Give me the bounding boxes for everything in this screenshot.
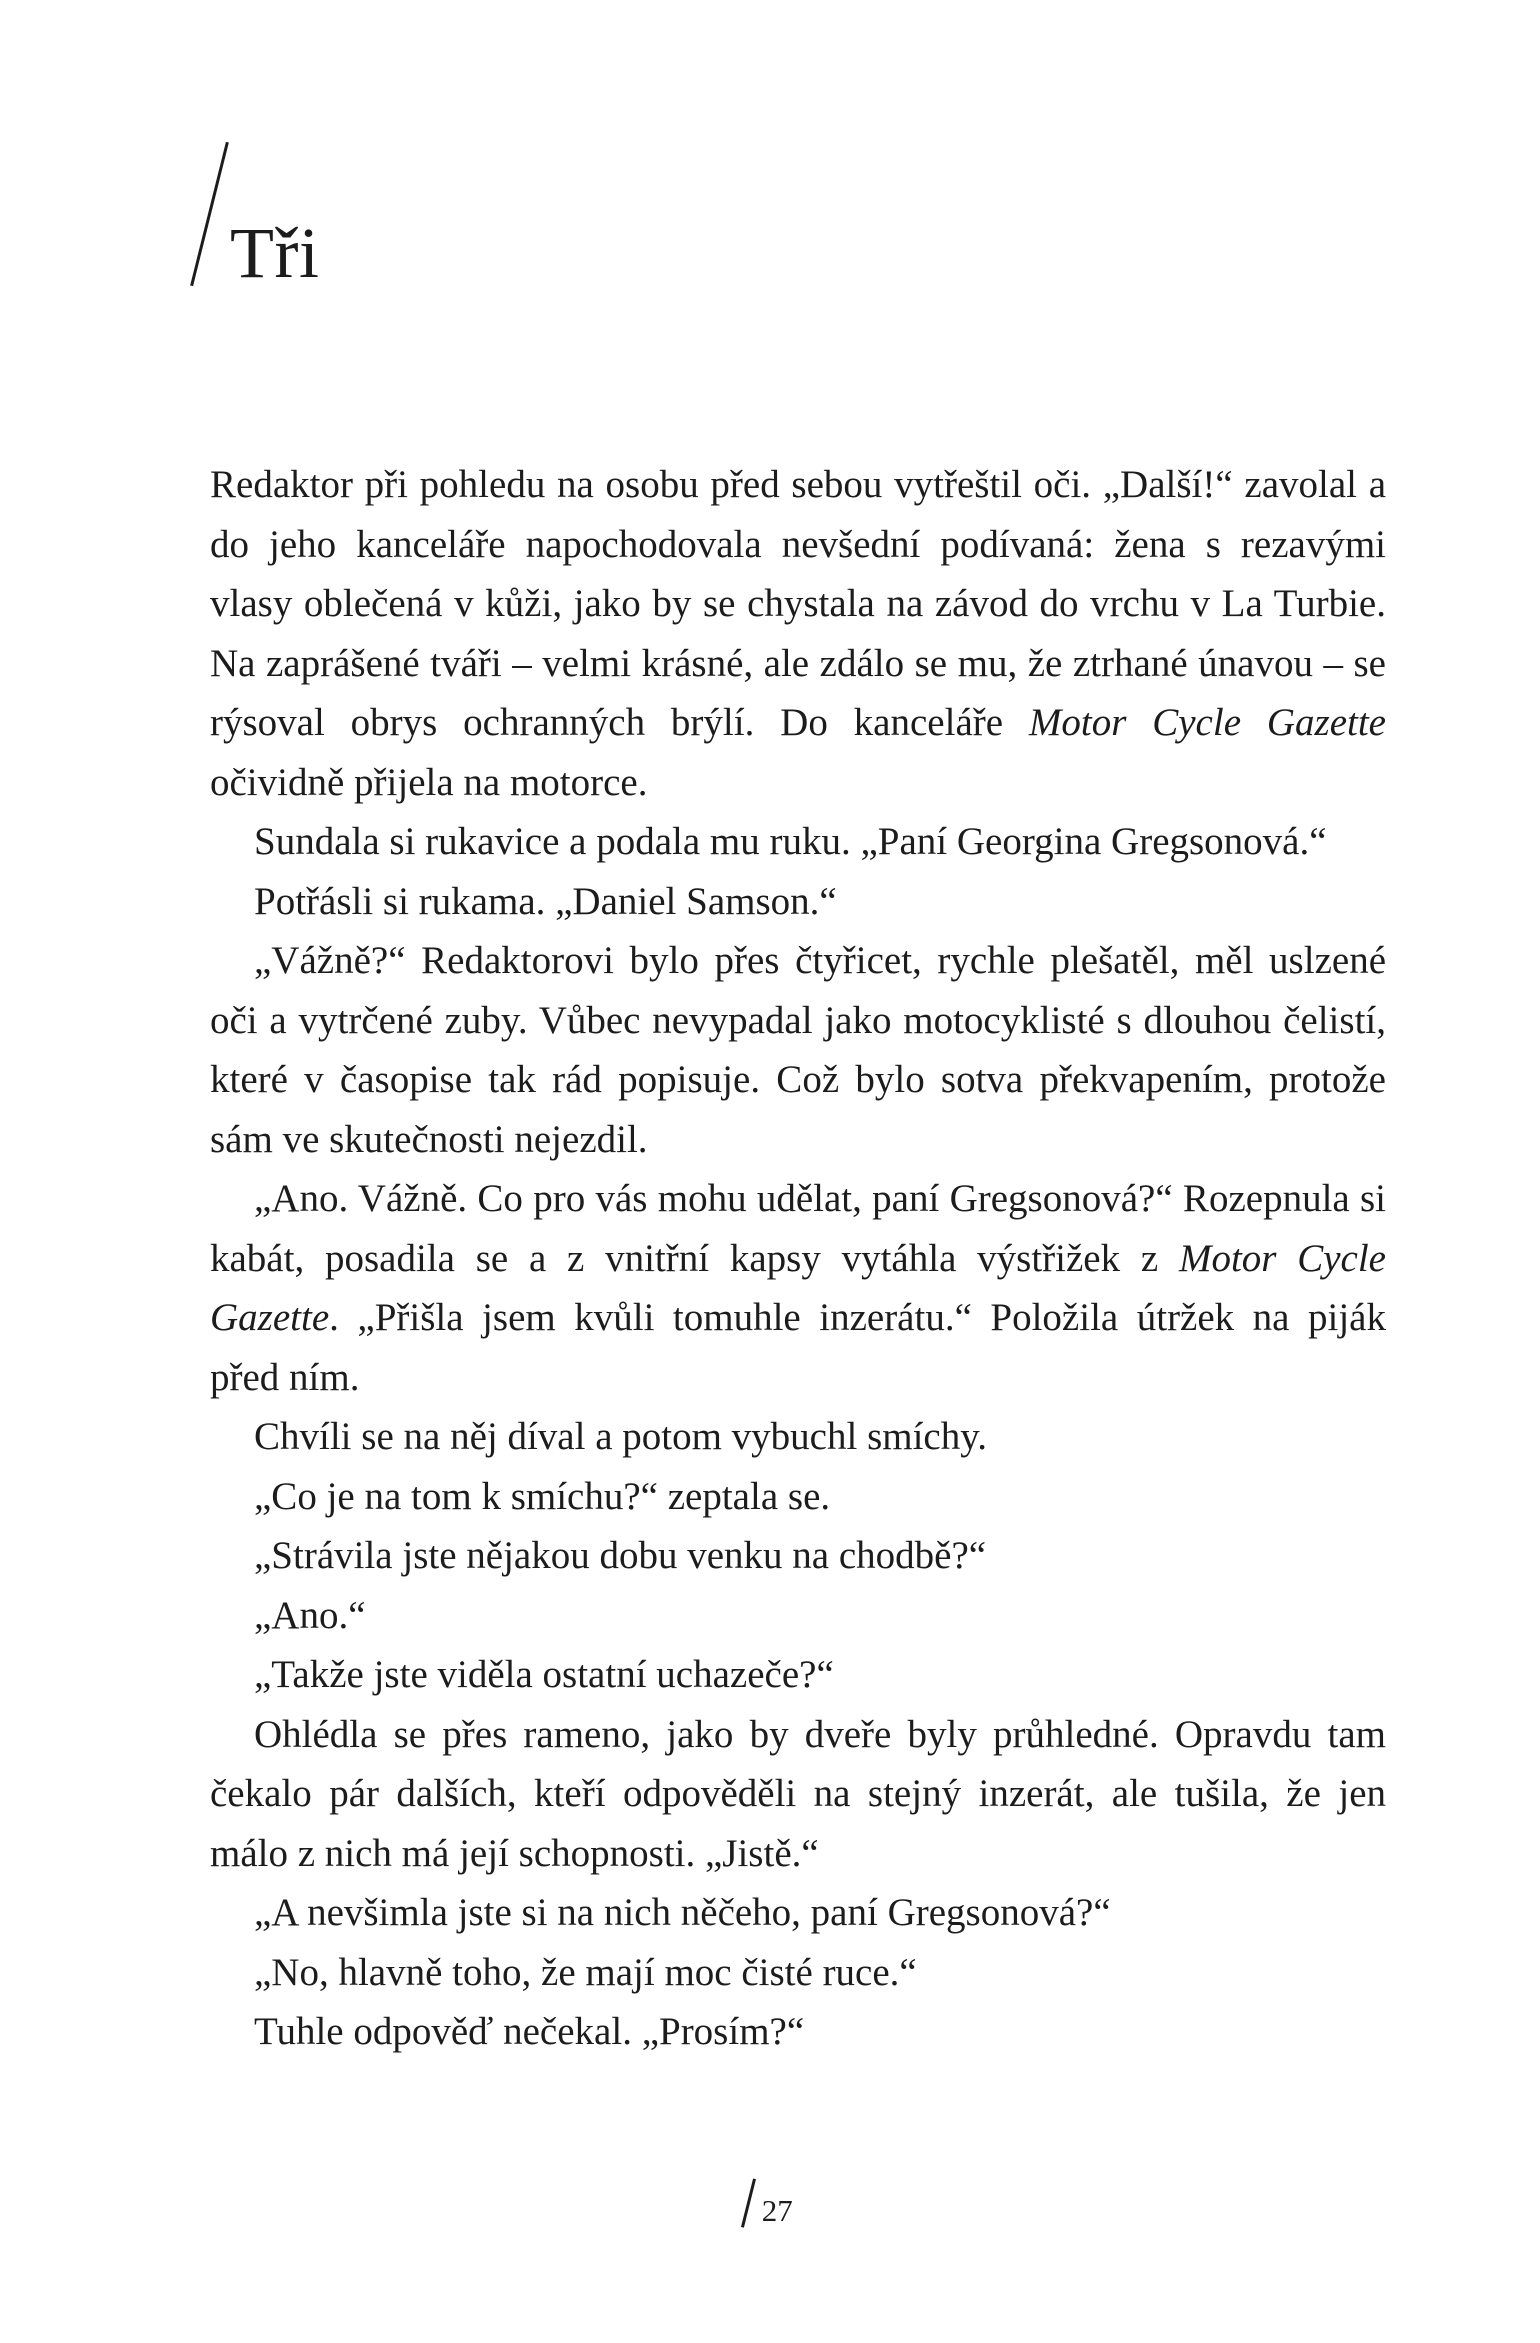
paragraph <box>210 872 1386 932</box>
page-number: 27 <box>761 2193 793 2228</box>
paragraph <box>210 1883 1386 1943</box>
paragraph <box>210 2002 1386 2062</box>
page-footer <box>0 2178 1540 2230</box>
text-run: „Strávila jste nějakou dobu venku na chodbě?“ <box>254 1534 987 1577</box>
text-run: „A nevšimla jste si na nich něčeho, paní Gregsonová?“ <box>254 1891 1111 1934</box>
text-run: Sundala si rukavice a podala mu ruku. „Paní Georgina Gregsonová.“ <box>254 820 1327 863</box>
text-run: . „Přišla jsem kvůli tomuhle inzerátu.“ Položila útržek na piják před ním. <box>210 1296 1386 1399</box>
text-run: „No, hlavně toho, že mají moc čisté ruce.“ <box>254 1950 917 1994</box>
text-run: „Ano. Vážně. Co pro vás mohu udělat, paní Gregsonová?“ Rozepnula si kabát, posadila se a z vnitřní kapsy vytáhla výstřižek z <box>210 1177 1386 1280</box>
paragraph <box>210 1169 1386 1407</box>
paragraph <box>210 1943 1386 2003</box>
paragraph <box>210 1467 1386 1527</box>
text-run: Chvíli se na něj díval a potom vybuchl smíchy. <box>254 1415 987 1458</box>
chapter-title: Tři <box>230 213 320 293</box>
italic-text-run: Motor Cycle Gazette <box>1028 701 1386 744</box>
chapter-slash-ornament <box>190 142 229 286</box>
text-run: Ohlédla se přes rameno, jako by dveře byly průhledné. Opravdu tam čekalo pár dalších, kteří odpověděli na stejný inzerát, ale tušila, že jen málo z nich má její schopnosti. „Jistě.“ <box>210 1712 1386 1875</box>
page-text <box>210 455 1386 2062</box>
paragraph <box>210 1586 1386 1646</box>
footer-slash-ornament <box>741 2178 756 2227</box>
paragraph <box>210 455 1386 812</box>
paragraph <box>210 1705 1386 1884</box>
paragraph <box>210 1407 1386 1467</box>
text-run: „Ano.“ <box>254 1593 366 1637</box>
text-run: Tuhle odpověď nečekal. „Prosím?“ <box>254 2010 805 2053</box>
paragraph <box>210 812 1386 872</box>
text-run: Potřásli si rukama. „Daniel Samson.“ <box>254 879 837 923</box>
paragraph <box>210 931 1386 1169</box>
italic-text-run: Motor Cycle Gazette <box>210 1236 1386 1339</box>
text-run: očividně přijela na motorce. <box>210 760 648 804</box>
paragraph <box>210 1526 1386 1586</box>
text-run: Redaktor při pohledu na osobu před sebou vytřeštil oči. „Další!“ zavolal a do jeho kanceláře napochodovala nevšední podívaná: žena s rezavými vlasy oblečená v kůži, jako by se chystala na závod do vrchu v La Turbie. Na zaprášené tváři – velmi krásné, ale zdálo se mu, že ztrhané únavou – se rýsoval obrys ochranných brýlí. Do kanceláře <box>210 463 1386 744</box>
text-run: „Vážně?“ Redaktorovi bylo přes čtyřicet, rychle plešatěl, měl uslzené oči a vytrčené zuby. Vůbec nevypadal jako motocyklisté s dlouhou čelistí, které v časopise tak rád popisuje. Což bylo sotva překvapením, protože sám ve skutečnosti nejezdil. <box>210 939 1386 1161</box>
text-run: „Co je na tom k smíchu?“ zeptala se. <box>254 1474 831 1518</box>
text-run: „Takže jste viděla ostatní uchazeče?“ <box>254 1653 834 1696</box>
paragraph <box>210 1645 1386 1705</box>
